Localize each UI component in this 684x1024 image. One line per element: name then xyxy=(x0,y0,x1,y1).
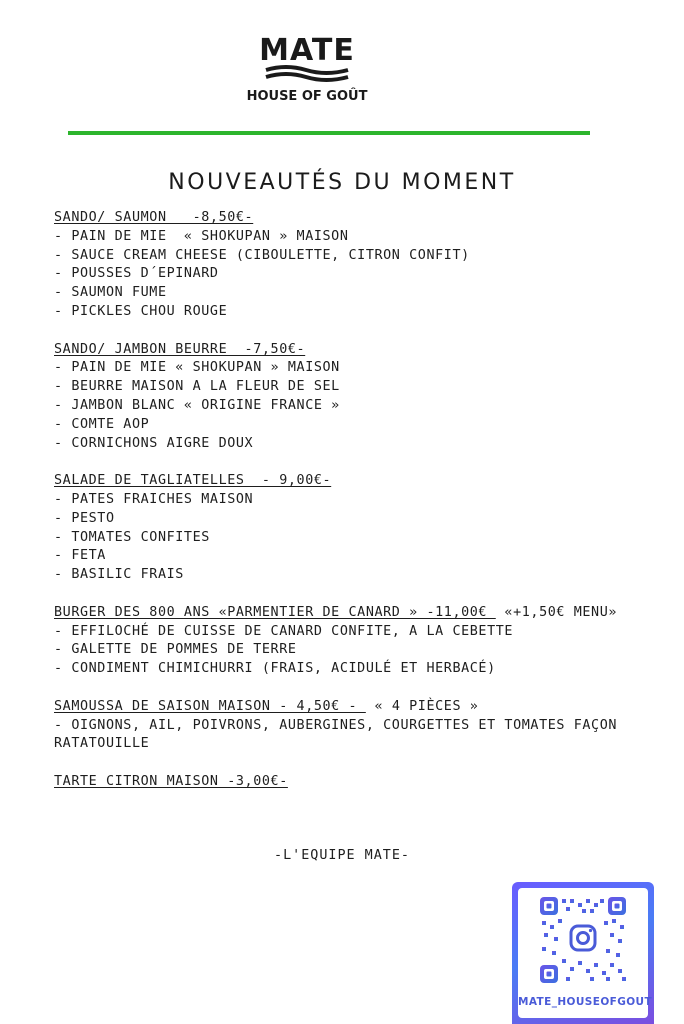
logo-line1: MATE xyxy=(259,33,355,68)
menu-section-sando-jambon xyxy=(54,341,654,454)
green-divider xyxy=(68,131,590,135)
qr-code xyxy=(540,897,626,983)
menu-item: - FETA xyxy=(54,548,106,564)
logo-line2: HOUSE OF GOÛT xyxy=(246,89,368,104)
menu-heading-suffix: « 4 PIÈCES » xyxy=(365,698,479,714)
menu-heading: SALADE DE TAGLIATELLES - 9,00€- xyxy=(54,473,332,489)
menu-heading-row xyxy=(54,698,654,717)
page-title: NOUVEAUTÉS DU MOMENT xyxy=(168,170,516,195)
menu-item: - PAIN DE MIE « SHOKUPAN » MAISON xyxy=(54,360,340,376)
menu-heading-row xyxy=(54,604,654,623)
menu-item: - PAIN DE MIE « SHOKUPAN » MAISON xyxy=(54,228,349,244)
menu-item: - BASILIC FRAIS xyxy=(54,567,184,583)
menu-item: - PATES FRAICHES MAISON xyxy=(54,491,254,507)
signature: -L'EQUIPE MATE- xyxy=(274,848,410,863)
menu-section-sando-saumon xyxy=(54,209,654,322)
menu-item: - JAMBON BLANC « ORIGINE FRANCE » xyxy=(54,397,340,413)
menu-item: - COMTE AOP xyxy=(54,416,150,432)
menu-item: - PICKLES CHOU ROUGE xyxy=(54,303,228,319)
menu-heading: SANDO/ JAMBON BEURRE -7,50€- xyxy=(54,341,306,357)
menu-item: - OIGNONS, AIL, POIVRONS, AUBERGINES, COURGETTES ET TOMATES FAÇON RATATOUILLE xyxy=(54,717,618,752)
menu-heading-suffix: «+1,50€ MENU» xyxy=(495,604,618,620)
menu-item: - CONDIMENT CHIMICHURRI (FRAIS, ACIDULÉ ET HERBACÉ) xyxy=(54,661,496,677)
menu-item: - EFFILOCHÉ DE CUISSE DE CANARD CONFITE, A LA CEBETTE xyxy=(54,623,514,639)
menu-item: - SAUCE CREAM CHEESE (CIBOULETTE, CITRON CONFIT) xyxy=(54,247,470,263)
menu-heading: TARTE CITRON MAISON -3,00€- xyxy=(54,773,288,789)
qr-inner xyxy=(518,888,653,1018)
instagram-handle: MATE_HOUSEOFGOUT xyxy=(518,996,653,1008)
menu-item: - CORNICHONS AIGRE DOUX xyxy=(54,435,254,451)
menu-item: - SAUMON FUME xyxy=(54,285,167,301)
menu-heading: BURGER DES 800 ANS «PARMENTIER DE CANARD » -11,00€ xyxy=(54,604,496,620)
mate-logo xyxy=(246,30,368,105)
menu-heading: SAMOUSSA DE SAISON MAISON - 4,50€ - xyxy=(54,698,366,714)
menu-section-tarte xyxy=(54,773,654,792)
menu-item: - BEURRE MAISON A LA FLEUR DE SEL xyxy=(54,379,340,395)
menu-section-burger xyxy=(54,604,654,679)
menu-list xyxy=(54,209,654,811)
mate-logo-mark xyxy=(246,30,368,105)
menu-item: - PESTO xyxy=(54,510,115,526)
menu-section-samoussa xyxy=(54,698,654,754)
menu-item: - GALETTE DE POMMES DE TERRE xyxy=(54,642,297,658)
menu-item: - POUSSES D´EPINARD xyxy=(54,266,219,282)
menu-item: - TOMATES CONFITES xyxy=(54,529,210,545)
menu-section-salade xyxy=(54,472,654,585)
menu-heading: SANDO/ SAUMON -8,50€- xyxy=(54,210,254,225)
instagram-qr-card[interactable] xyxy=(512,882,654,1024)
